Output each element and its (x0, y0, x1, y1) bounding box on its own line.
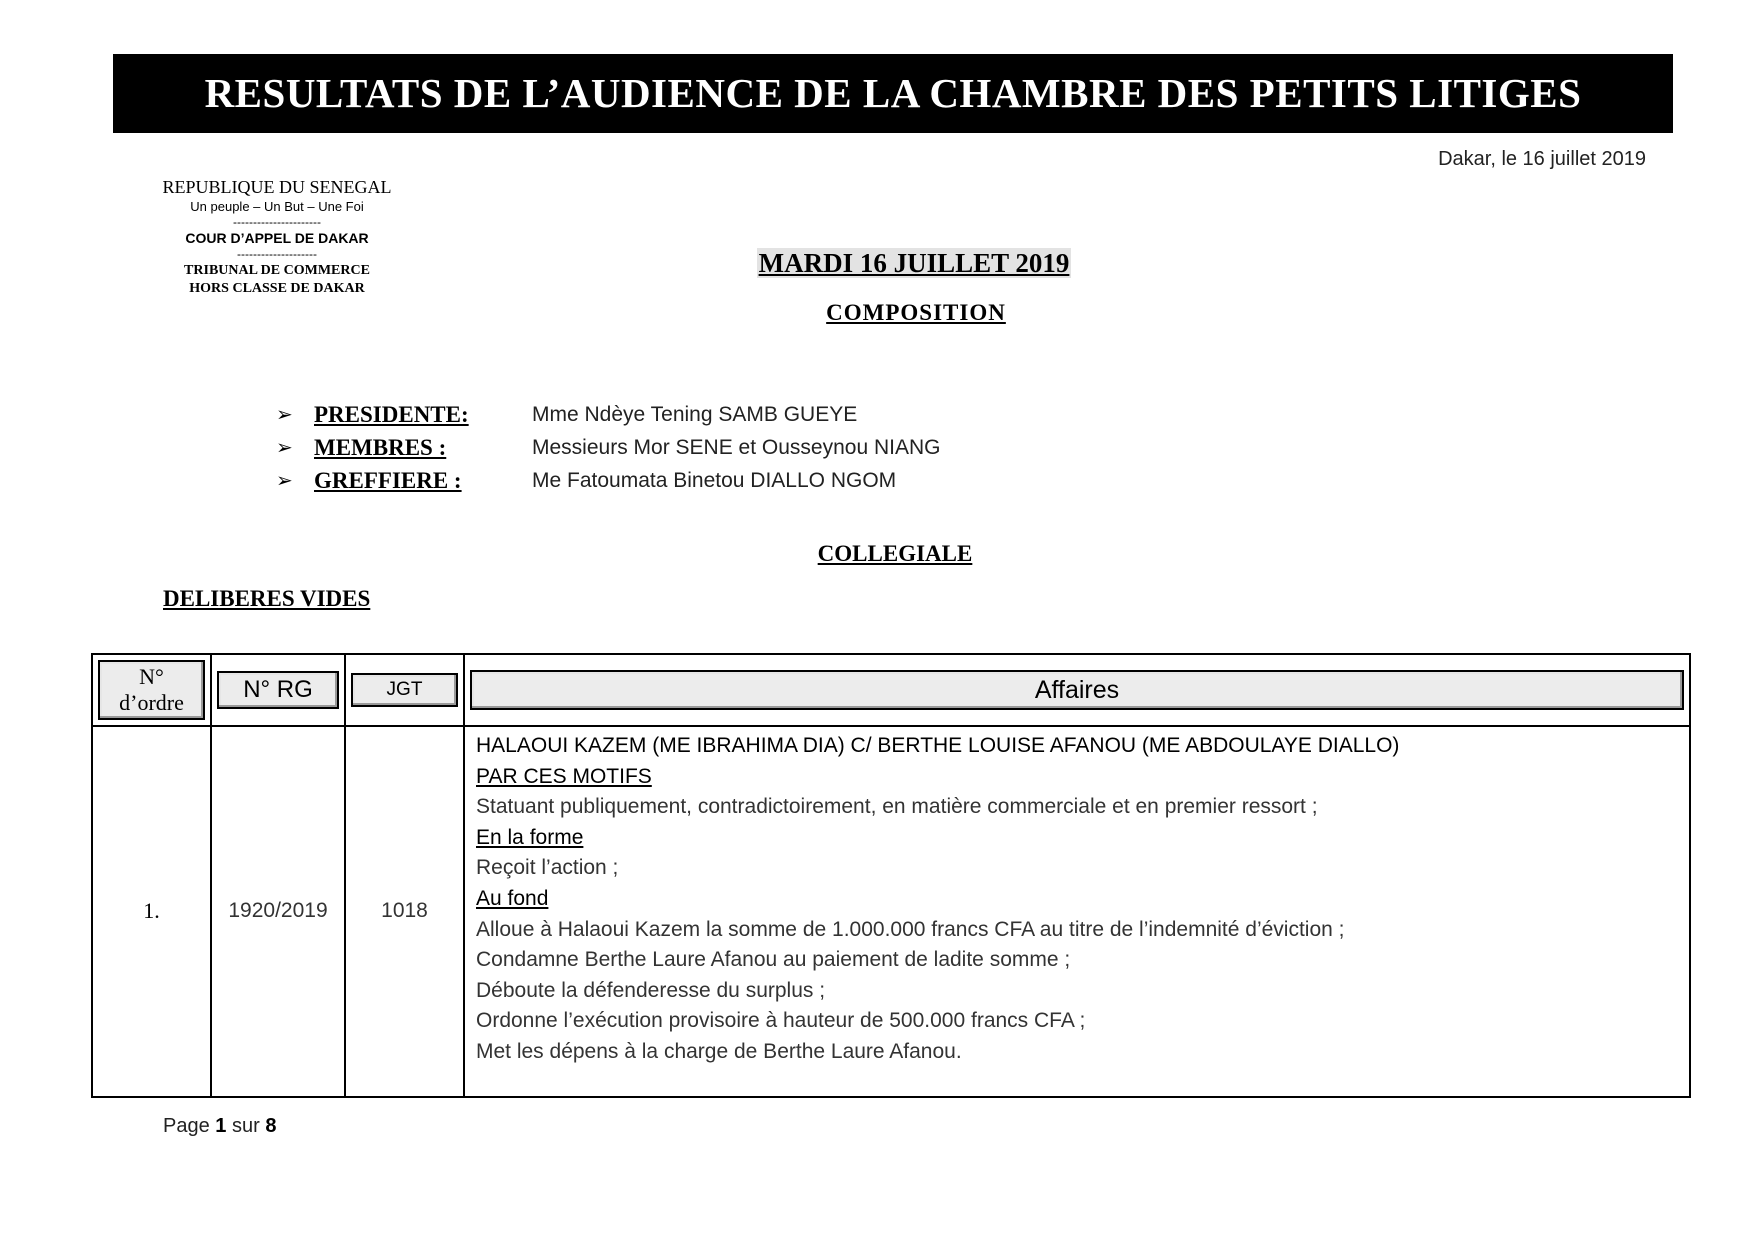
arrow-bullet-icon: ➢ (276, 437, 293, 459)
hearing-date-title (0, 248, 1754, 279)
table-header-row (92, 654, 1690, 726)
header-rg-label: N° RG (217, 671, 339, 709)
document-banner-title: RESULTATS DE L’AUDIENCE DE LA CHAMBRE DES PETITS LITIGES (113, 54, 1673, 133)
national-motto: Un peuple – Un But – Une Foi (190, 198, 364, 214)
composition-title: COMPOSITION (826, 300, 1006, 325)
member-row-membres (276, 431, 940, 464)
date-place: Dakar, le 16 juillet 2019 (1438, 148, 1646, 170)
header-affaires-label: Affaires (470, 670, 1684, 710)
section-title: COLLEGIALE (817, 541, 973, 566)
header-separator: -------------------- (237, 247, 317, 262)
member-name: Mme Ndèye Tening SAMB GUEYE (532, 402, 858, 426)
arrow-bullet-icon: ➢ (276, 470, 293, 492)
court-name: COUR D’APPEL DE DAKAR (185, 229, 369, 246)
header-cell-rg (211, 654, 345, 726)
ruling-text: Déboute la défenderesse du surplus ; (476, 978, 826, 1002)
table-row (92, 726, 1690, 1097)
subsection-title: DELIBERES VIDES (163, 586, 371, 611)
member-row-presidente (276, 398, 940, 431)
header-num-line1: N° (139, 664, 164, 689)
member-name: Me Fatoumata Binetou DIALLO NGOM (532, 468, 897, 492)
member-role: GREFFIERE : (314, 467, 462, 493)
page-current: 1 (215, 1115, 227, 1137)
header-num-label (98, 660, 205, 720)
member-role: MEMBRES : (314, 434, 447, 460)
page-counter (163, 1115, 276, 1138)
header-separator: ---------------------- (233, 214, 321, 229)
ruling-text: Alloue à Halaoui Kazem la somme de 1.000.000 francs CFA au titre de l’indemnité d’éviction ; (476, 917, 1345, 941)
republic-name: REPUBLIQUE DU SENEGAL (162, 177, 392, 197)
institution-header (138, 176, 416, 299)
ruling-text: Statuant publiquement, contradictoirement, en matière commerciale et en premier ressort ; (476, 795, 1318, 819)
header-cell-affaires (464, 654, 1690, 726)
ruling-text: Met les dépens à la charge de Berthe Laure Afanou. (476, 1039, 962, 1063)
ruling-heading-forme: En la forme (476, 825, 584, 849)
ruling-text: Ordonne l’exécution provisoire à hauteur de 500.000 francs CFA ; (476, 1009, 1086, 1033)
of-word: sur (231, 1115, 260, 1137)
results-table (91, 653, 1691, 1098)
row-rg-number: 1920/2019 (211, 726, 345, 1097)
ruling-text: Condamne Berthe Laure Afanou au paiement de ladite somme ; (476, 948, 1071, 972)
ruling-heading-motifs: PAR CES MOTIFS (476, 764, 652, 788)
row-order-number: 1. (92, 726, 211, 1097)
tribunal-name-line2: HORS CLASSE DE DAKAR (189, 281, 365, 297)
case-parties: HALAOUI KAZEM (ME IBRAHIMA DIA) C/ BERTHE LOUISE AFANOU (ME ABDOULAYE DIALLO) (476, 734, 1400, 757)
header-cell-jgt (345, 654, 464, 726)
page-word: Page (163, 1115, 210, 1137)
member-row-greffiere (276, 464, 940, 497)
row-jgt-number: 1018 (345, 726, 464, 1097)
member-name: Messieurs Mor SENE et Ousseynou NIANG (532, 435, 941, 459)
members-list (276, 398, 940, 497)
page-total: 8 (265, 1115, 277, 1137)
member-role: PRESIDENTE: (314, 401, 469, 427)
header-cell-num (92, 654, 211, 726)
ruling-heading-fond: Au fond (476, 886, 549, 910)
header-jgt-label: JGT (351, 673, 458, 707)
arrow-bullet-icon: ➢ (276, 404, 293, 426)
tribunal-name-line1: TRIBUNAL DE COMMERCE (184, 263, 370, 279)
row-affaire-details (464, 726, 1690, 1097)
hearing-date-text: MARDI 16 JUILLET 2019 (758, 248, 1070, 278)
header-num-line2: d’ordre (119, 690, 184, 715)
ruling-text: Reçoit l’action ; (476, 856, 619, 880)
